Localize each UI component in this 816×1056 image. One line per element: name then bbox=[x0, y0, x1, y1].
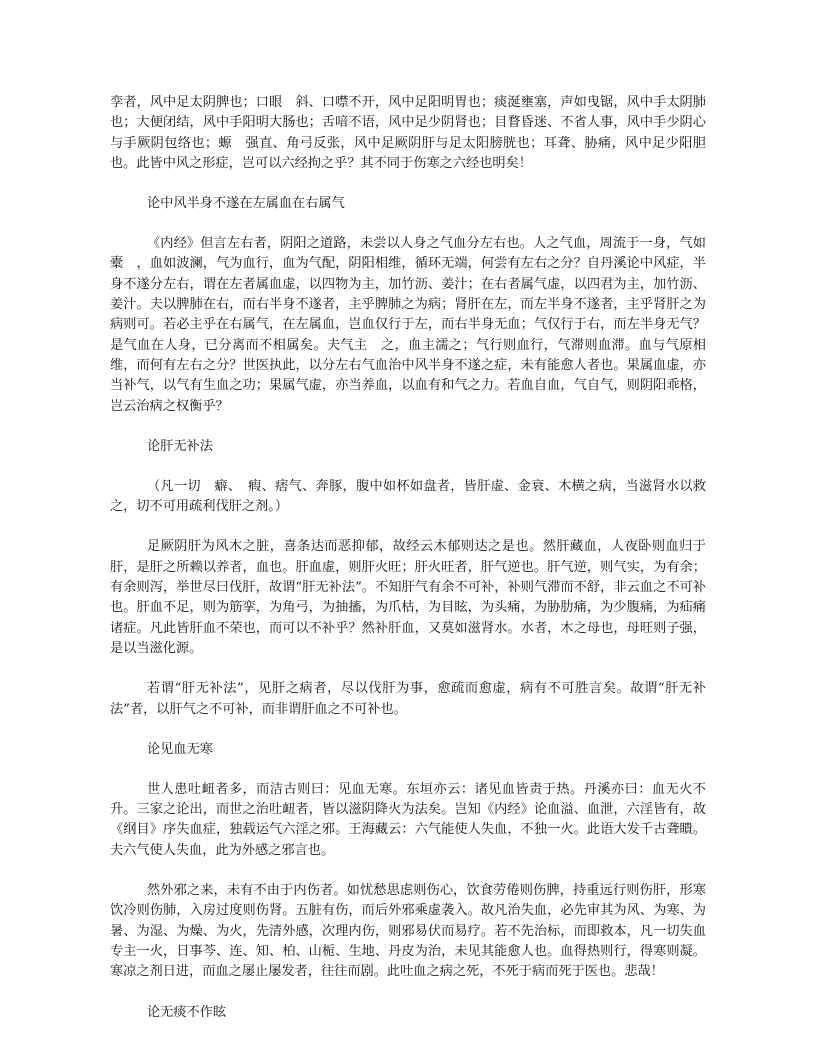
paragraph-liver-main: 足厥阴肝为风木之脏，喜条达而恶抑郁，故经云木郁则达之是也。然肝藏血，人夜卧则血归于肝，是肝之所赖以养者，血也。肝血虚，则肝火旺；肝火旺者，肝气逆也。肝气逆，则气实，为有余；有余则泻，举世尽曰伐肝，故谓“肝无补法”。不知肝气有余不可补，补则气滞而不舒，非云血之不可补也。肝血不足，则为筋挛，为角弓，为抽搐，为爪枯，为目眩，为头痛，为胁肋痛，为少腹痛，为疝痛诸症。凡此皆肝血不荣也，而可以不补乎？然补肝血，又莫如滋肾水。水者，木之母也，母旺则子强，是以当滋化源。 bbox=[110, 539, 706, 656]
paragraph-wind-meridians: 孪者，风中足太阴脾也；口眼 斜、口噤不开，风中足阳明胃也；痰涎壅塞，声如曳锯，风中手太阴肺也；大便闭结，风中手阳明大肠也；舌喑不语，风中足少阴肾也；目瞀昏迷、不省人事，风中手少阴心与手厥阴包络也；螈 强直、角弓反张，风中足厥阴肝与足太阳膀胱也；耳聋、胁痛，风中足少阳胆也。此皆中风之形症，岂可以六经拘之乎？其不同于伤寒之六经也明矣！ bbox=[110, 95, 706, 171]
section-heading-hemiplegia: 论中风半身不遂在左属血在右属气 bbox=[147, 196, 345, 212]
paragraph-blood-treatment: 然外邪之来，未有不由于内伤者。如忧愁思虑则伤心，饮食劳倦则伤脾，持重远行则伤肝，形寒饮冷则伤肺，入房过度则伤肾。五脏有伤，而后外邪乘虚袭入。故凡治失血，必先审其为风、为寒、为暑、为湿、为燥、为火，先清外感，次理内伤，则邪易伏而易疗。若不先治标，而即救本，凡一切失血专主一火，日事芩、连、知、柏、山栀、生地、丹皮为治，未见其能愈人也。血得热则行，得寒则凝。寒凉之剂日进，而血之屡止屡发者，往往而剧。此吐血之病之死，不死于病而死于医也。悲哉！ bbox=[110, 883, 706, 980]
section-heading-liver: 论肝无补法 bbox=[147, 438, 213, 454]
paragraph-hemiplegia: 《内经》但言左右者，阴阳之道路，未尝以人身之气血分左右也。人之气血，周流于一身，气如橐 ，血如波澜，气为血行，血为气配，阴阳相维，循环无端，何尝有左右之分？自丹溪论中风症，半身不遂分左右，谓在左者属血虚，以四物为主，加竹沥、姜汁；在右者属气虚，以四君为主，加竹沥、姜汁。夫以脾肺在右，而右半身不遂者，主乎脾肺之为病；肾肝在左，而左半身不遂者，主乎肾肝之为病则可。若必主乎在右属气，在左属血，岂血仅行于左，而右半身无血；气仅行于右，而左半身无气？是气血在人身，已分离而不相属矣。夫气主 之，血主濡之；气行则血行，气滞则血滞。血与气原相维，而何有左右之分？世医执此，以分左右气血治中风半身不遂之症，未有能愈人者也。果属血虚，亦当补气，以气有生血之功；果属气虚，亦当养血，以血有和气之力。若血自血，气自气，则阴阳乖格，岂云治病之权衡乎？ bbox=[110, 236, 706, 414]
paragraph-liver-note: （凡一切 癖、 瘕、痞气、奔豚，腹中如杯如盘者，皆肝虚、金衰、木横之病，当滋肾水以救之，切不可用疏利伐肝之剂。） bbox=[110, 478, 706, 515]
paragraph-liver-conclusion: 若谓“肝无补法”，见肝之病者，尽以伐肝为事，愈疏而愈虚，病有不可胜言矣。故谓“肝无补法”者，以肝气之不可补，而非谓肝血之不可补也。 bbox=[110, 681, 706, 717]
section-heading-blood: 论见血无寒 bbox=[147, 741, 213, 757]
paragraph-blood-views: 世人患吐衄者多，而洁古则曰：见血无寒。东垣亦云：诸见血皆责于热。丹溪亦曰：血无火不升。三家之论出，而世之治吐衄者，皆以滋阴降火为法矣。岂知《内经》论血溢、血泄，六淫皆有，故《纲目》序失血症，独载运气六淫之邪。王海藏云：六气能使人失血，不独一火。此语大发千古聋瞶。夫六气使人失血，此为外感之邪言也。 bbox=[110, 781, 706, 858]
section-heading-phlegm: 论无痰不作眩 bbox=[147, 1004, 227, 1020]
